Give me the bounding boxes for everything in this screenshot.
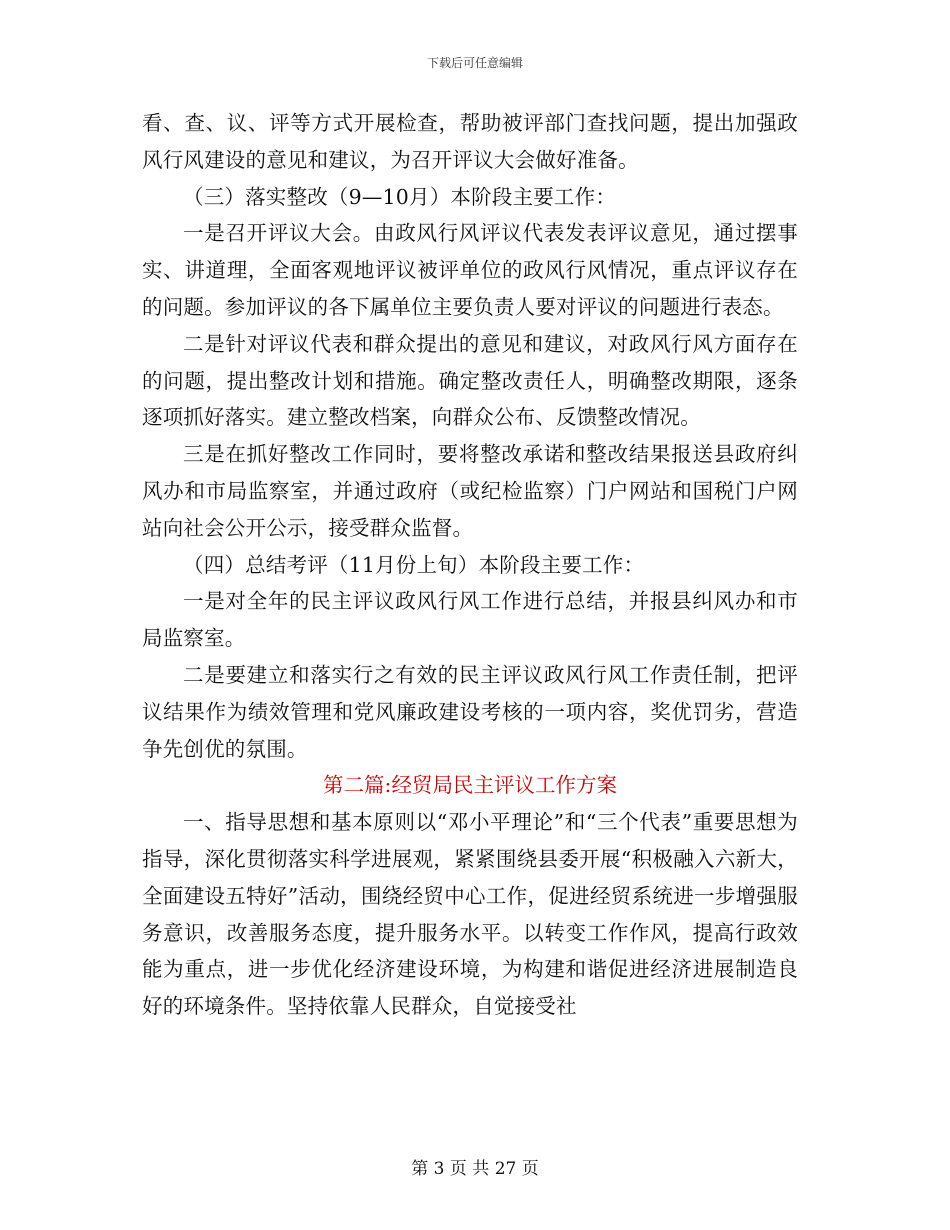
- section-title: 第二篇:经贸局民主评议工作方案: [323, 773, 617, 798]
- paragraph-item-one: 一是召开评议大会。由政风行风评议代表发表评议意见，通过摆事实、讲道理，全面客观地评议被评单位的政风行风情况，重点评议存在的问题。参加评议的各下属单位主要负责人要对评议的问题进行表态。: [142, 221, 798, 319]
- paragraph-item-two: 二是针对评议代表和群众提出的意见和建议，对政风行风方面存在的问题，提出整改计划和措施。确定整改责任人，明确整改期限，逐条逐项抓好落实。建立整改档案，向群众公布、反馈整改情况。: [142, 331, 798, 430]
- paragraph-summary-one: 一是对全年的民主评议政风行风工作进行总结，并报县纠风办和市局监察室。: [142, 589, 798, 651]
- subheading-phase-four: （四）总结考评（11月份上旬）本阶段主要工作：: [183, 552, 645, 577]
- paragraph-summary-two: 二是要建立和落实行之有效的民主评议政风行风工作责任制，把评议结果作为绩效管理和党风廉政建设考核的一项内容，奖优罚劣，营造争先创优的氛围。: [142, 662, 798, 761]
- paragraph-item-three: 三是在抓好整改工作同时，要将整改承诺和整改结果报送县政府纠风办和市局监察室，并通过政府（或纪检监察）门户网站和国税门户网站向社会公开公示，接受群众监督。: [142, 442, 798, 540]
- subheading-phase-three: （三）落实整改（9—10月）本阶段主要工作：: [183, 184, 617, 209]
- page-number: 第 3 页 共 27 页: [411, 1159, 539, 1179]
- document-body: [142, 105, 798, 1025]
- paragraph-continuation: 看、查、议、评等方式开展检查，帮助被评部门查找问题，提出加强政风行风建设的意见和建议，为召开评议大会做好准备。: [142, 111, 798, 172]
- page-header: 下载后可任意编辑: [426, 56, 523, 70]
- paragraph-guiding-principles: 一、指导思想和基本原则以“邓小平理论”和“三个代表”重要思想为指导，深化贯彻落实科学进展观，紧紧围绕县委开展“积极融入六新大，全面建设五特好”活动，围绕经贸中心工作，促进经贸系统进一步增强服务意识，改善服务态度，提升服务水平。以转变工作作风，提高行政效能为重点，进一步优化经济建设环境，为构建和谐促进经济进展制造良好的环境条件。坚持依靠人民群众，自觉接受社: [142, 810, 798, 1019]
